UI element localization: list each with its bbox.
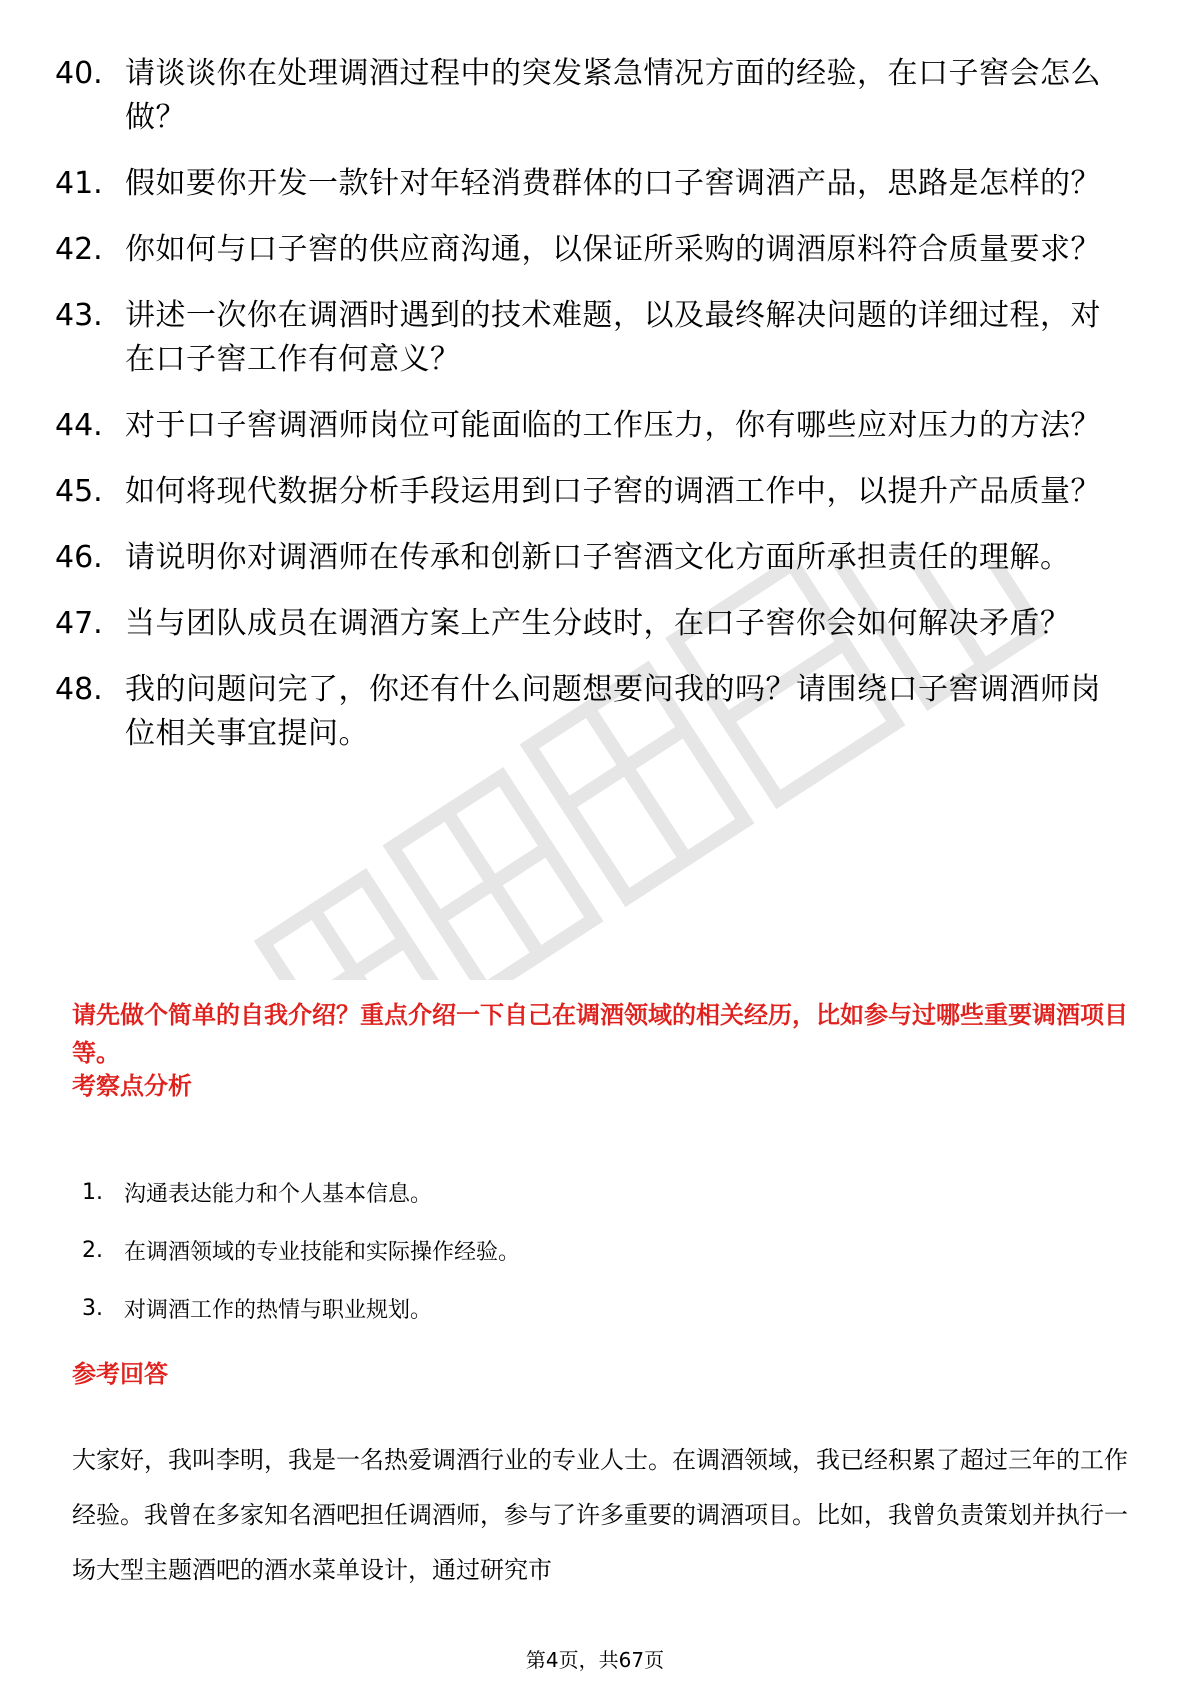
question-number: 43.: [55, 298, 103, 333]
list-item: [82, 1163, 1082, 1221]
question-number: 41.: [55, 166, 103, 201]
reference-heading: 参考回答: [72, 1360, 168, 1388]
question-text: 讲述一次你在调酒时遇到的技术难题，以及最终解决问题的详细过程，对在口子窖工作有何意义？: [125, 298, 1101, 377]
question-number: 44.: [55, 408, 103, 443]
question-text: 当与团队成员在调酒方案上产生分歧时，在口子窖你会如何解决矛盾？: [125, 606, 1071, 641]
question-item: [55, 52, 1130, 140]
question-item: [55, 470, 1130, 514]
list-item-text: 沟通表达能力和个人基本信息。: [124, 1181, 433, 1207]
list-item-number: 3.: [82, 1295, 103, 1321]
analysis-heading: 考察点分析: [72, 1072, 192, 1100]
question-item: [55, 536, 1130, 580]
featured-question: 请先做个简单的自我介绍？重点介绍一下自己在调酒领域的相关经历，比如参与过哪些重要调酒项目等。: [72, 1001, 1128, 1067]
list-item: [82, 1221, 1082, 1279]
question-text: 你如何与口子窖的供应商沟通，以保证所采购的调酒原料符合质量要求？: [125, 232, 1101, 267]
list-item-number: 2.: [82, 1237, 103, 1263]
question-number: 48.: [55, 672, 103, 707]
question-text: 请说明你对调酒师在传承和创新口子窖酒文化方面所承担责任的理解。: [125, 540, 1071, 575]
question-number: 42.: [55, 232, 103, 267]
question-number: 45.: [55, 474, 103, 509]
list-item-text: 对调酒工作的热情与职业规划。: [124, 1297, 433, 1323]
reference-answer: 大家好，我叫李明，我是一名热爱调酒行业的专业人士。在调酒领域，我已经积累了超过三年的工作经验。我曾在多家知名酒吧担任调酒师，参与了许多重要的调酒项目。比如，我曾负责策划并执行一场大型主题酒吧的酒水菜单设计，通过研究市: [72, 1446, 1128, 1584]
question-text: 如何将现代数据分析手段运用到口子窖的调酒工作中，以提升产品质量？: [125, 474, 1101, 509]
question-item: [55, 404, 1130, 448]
question-item: [55, 162, 1130, 206]
question-text: 对于口子窖调酒师岗位可能面临的工作压力，你有哪些应对压力的方法？: [125, 408, 1101, 443]
question-item: [55, 668, 1130, 756]
question-item: [55, 228, 1130, 272]
question-text: 假如要你开发一款针对年轻消费群体的口子窖调酒产品，思路是怎样的？: [125, 166, 1101, 201]
question-list: [55, 52, 1130, 778]
analysis-points: [82, 1163, 1082, 1337]
page-footer: 第4页，共67页: [525, 1648, 665, 1672]
question-number: 47.: [55, 606, 103, 641]
question-item: [55, 294, 1130, 382]
list-item-number: 1.: [82, 1179, 103, 1205]
question-number: 40.: [55, 56, 103, 91]
question-number: 46.: [55, 540, 103, 575]
list-item: [82, 1279, 1082, 1337]
question-text: 请谈谈你在处理调酒过程中的突发紧急情况方面的经验，在口子窖会怎么做？: [125, 56, 1101, 135]
question-text: 我的问题问完了，你还有什么问题想要问我的吗？请围绕口子窖调酒师岗位相关事宜提问。: [125, 672, 1101, 751]
question-item: [55, 602, 1130, 646]
list-item-text: 在调酒领域的专业技能和实际操作经验。: [124, 1239, 521, 1265]
